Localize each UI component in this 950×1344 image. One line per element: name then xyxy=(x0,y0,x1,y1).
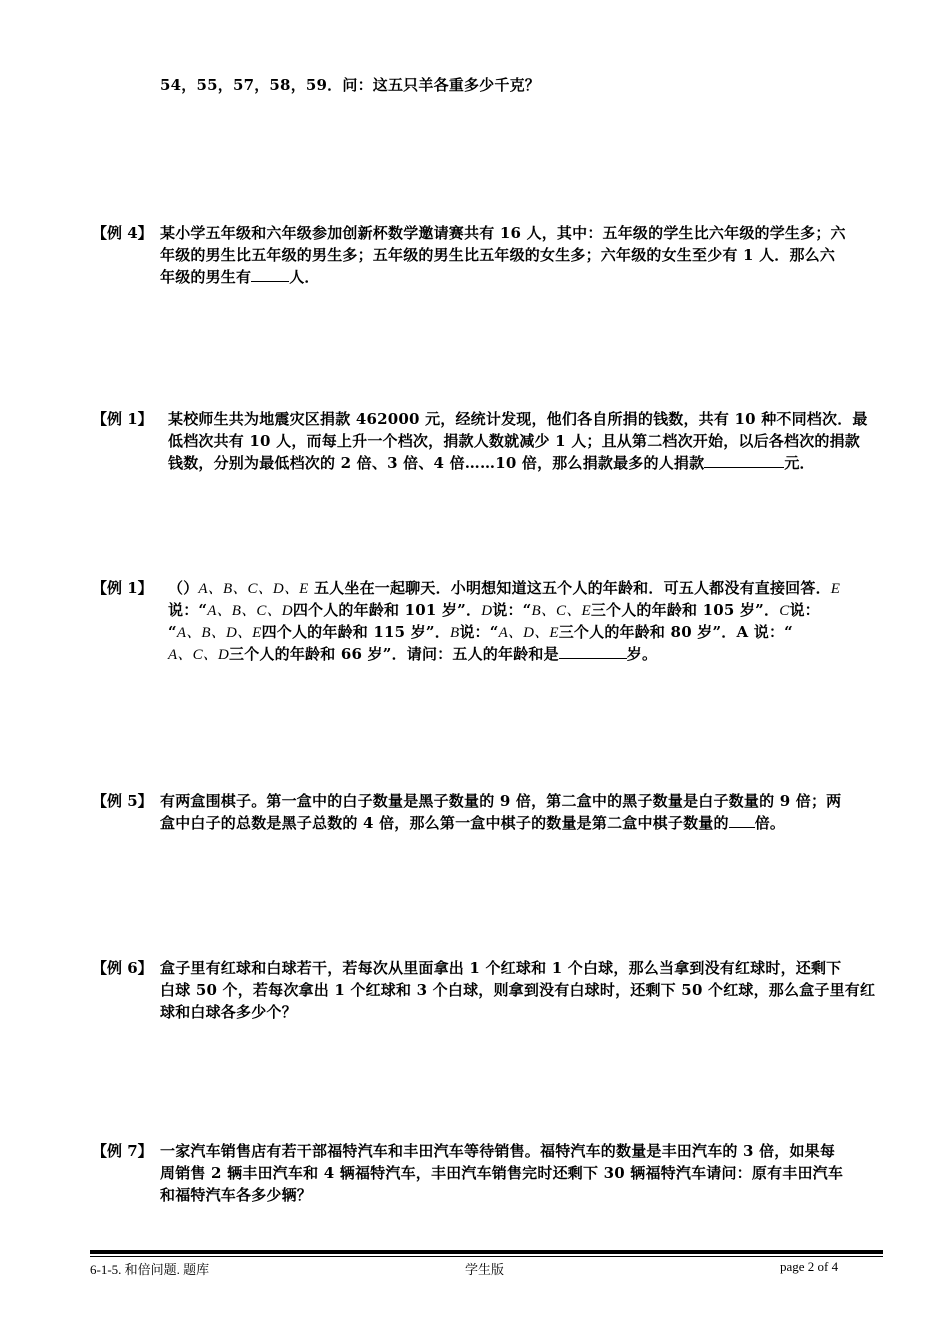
math-variables: B、C、E xyxy=(531,603,591,619)
text-segment: 说：“ xyxy=(492,601,532,619)
text-segment: 四个人的年龄和 101 岁”． xyxy=(292,601,482,619)
text-segment: 元． xyxy=(784,454,815,472)
problem-text-line: 球和白球各多少个？ xyxy=(160,1003,297,1021)
problem-tag: 【例 5】 xyxy=(92,792,153,810)
problem-text-line: 盒子里有红球和白球若干，若每次从里面拿出 1 个红球和 1 个白球，那么当拿到没有红球时，还剩下 xyxy=(160,959,842,977)
footer-page-number: page 2 of 4 xyxy=(780,1259,839,1274)
problem-text-line xyxy=(160,812,785,834)
problem-text-line: 低档次共有 10 人，而每上升一个档次，捐款人数就减少 1 人；且从第二档次开始，以后各档次的捐款 xyxy=(168,432,861,450)
problem-text-line xyxy=(168,621,793,644)
problem-text-line xyxy=(160,266,320,288)
problem-text-line: 一家汽车销售店有若干部福特汽车和丰田汽车等待销售。福特汽车的数量是丰田汽车的 3 倍，如果每 xyxy=(160,1142,836,1160)
problem-text-line xyxy=(168,452,815,474)
problem-text-line xyxy=(168,643,657,666)
text-segment: 倍。 xyxy=(754,814,786,832)
text-segment: （） xyxy=(168,579,199,597)
text-segment: 盒中白子的总数是黑子总数的 4 倍，那么第一盒中棋子的数量是第二盒中棋子数量的 xyxy=(160,814,729,832)
text-segment: 说：“ xyxy=(168,601,208,619)
answer-blank xyxy=(251,266,289,282)
footer-rule-thin xyxy=(90,1256,883,1257)
text-segment: 说：“ xyxy=(459,623,499,641)
problem-text-line xyxy=(168,577,840,600)
problem-text-line: 周销售 2 辆丰田汽车和 4 辆福特汽车，丰田汽车销售完时还剩下 30 辆福特汽车请问：原有丰田汽车 xyxy=(160,1164,844,1182)
math-variable: E xyxy=(830,581,841,597)
text-segment: 三个人的年龄和 105 岁”． xyxy=(590,601,780,619)
text-segment: 岁。 xyxy=(626,645,658,663)
math-variables: A、C、D xyxy=(168,647,230,663)
math-variables: A、B、C、D xyxy=(207,603,293,619)
text-segment: “ xyxy=(168,623,177,641)
problem-text-line xyxy=(168,599,820,622)
problem-tag: 【例 6】 xyxy=(92,959,153,977)
problem-text-line: 有两盒围棋子。第一盒中的白子数量是黑子数量的 9 倍，第二盒中的黑子数量是白子数量的 9 倍；两 xyxy=(160,792,842,810)
text-segment: 三个人的年龄和 66 岁”．请问：五人的年龄和是 xyxy=(229,645,559,663)
text-segment: 三个人的年龄和 80 岁”．A 说：“ xyxy=(558,623,793,641)
problem-intro-line: 54，55，57，58，59．问：这五只羊各重多少千克？ xyxy=(160,76,540,94)
text-segment: 钱数，分别为最低档次的 2 倍、3 倍、4 倍……10 倍，那么捐款最多的人捐款 xyxy=(168,454,705,472)
math-variables: A、B、C、D、E xyxy=(198,581,309,597)
problem-text-line: 和福特汽车各多少辆？ xyxy=(160,1186,313,1204)
text-segment: 五人坐在一起聊天．小明想知道这五个人的年龄和．可五人都没有直接回答． xyxy=(308,579,831,597)
answer-blank xyxy=(559,643,627,659)
problem-tag: 【例 7】 xyxy=(92,1142,153,1160)
answer-blank xyxy=(704,452,784,468)
problem-text-line: 年级的男生比五年级的男生多；五年级的男生比五年级的女生多；六年级的女生至少有 1 人．那么六 xyxy=(160,246,836,264)
text-segment: 年级的男生有 xyxy=(160,268,252,286)
problem-text-line: 白球 50 个，若每次拿出 1 个红球和 3 个白球，则拿到没有白球时，还剩下 50 个红球，那么盒子里有红 xyxy=(160,981,876,999)
footer-rule xyxy=(90,1250,883,1254)
answer-blank xyxy=(729,812,755,828)
math-variables: A、D、E xyxy=(498,625,559,641)
math-variable: B xyxy=(449,625,460,641)
footer-left-label: 6-1-5. 和倍问题. 题库 xyxy=(90,1262,210,1277)
problem-tag: 【例 4】 xyxy=(92,224,153,242)
footer-center-label: 学生版 xyxy=(465,1262,505,1277)
math-variable: D xyxy=(481,603,493,619)
math-variable: C xyxy=(779,603,790,619)
text-segment: 人． xyxy=(289,268,320,286)
text-segment: 四个人的年龄和 115 岁”． xyxy=(261,623,450,641)
text-segment: 说： xyxy=(789,601,820,619)
problem-text-line: 某小学五年级和六年级参加创新杯数学邀请赛共有 16 人，其中：五年级的学生比六年级的学生多；六 xyxy=(160,224,846,242)
problem-tag: 【例 1】 xyxy=(92,579,153,597)
problem-text-line: 某校师生共为地震灾区捐款 462000 元，经统计发现，他们各自所捐的钱数，共有 10 种不同档次．最 xyxy=(168,410,868,428)
problem-tag: 【例 1】 xyxy=(92,410,153,428)
math-variables: A、B、D、E xyxy=(176,625,262,641)
